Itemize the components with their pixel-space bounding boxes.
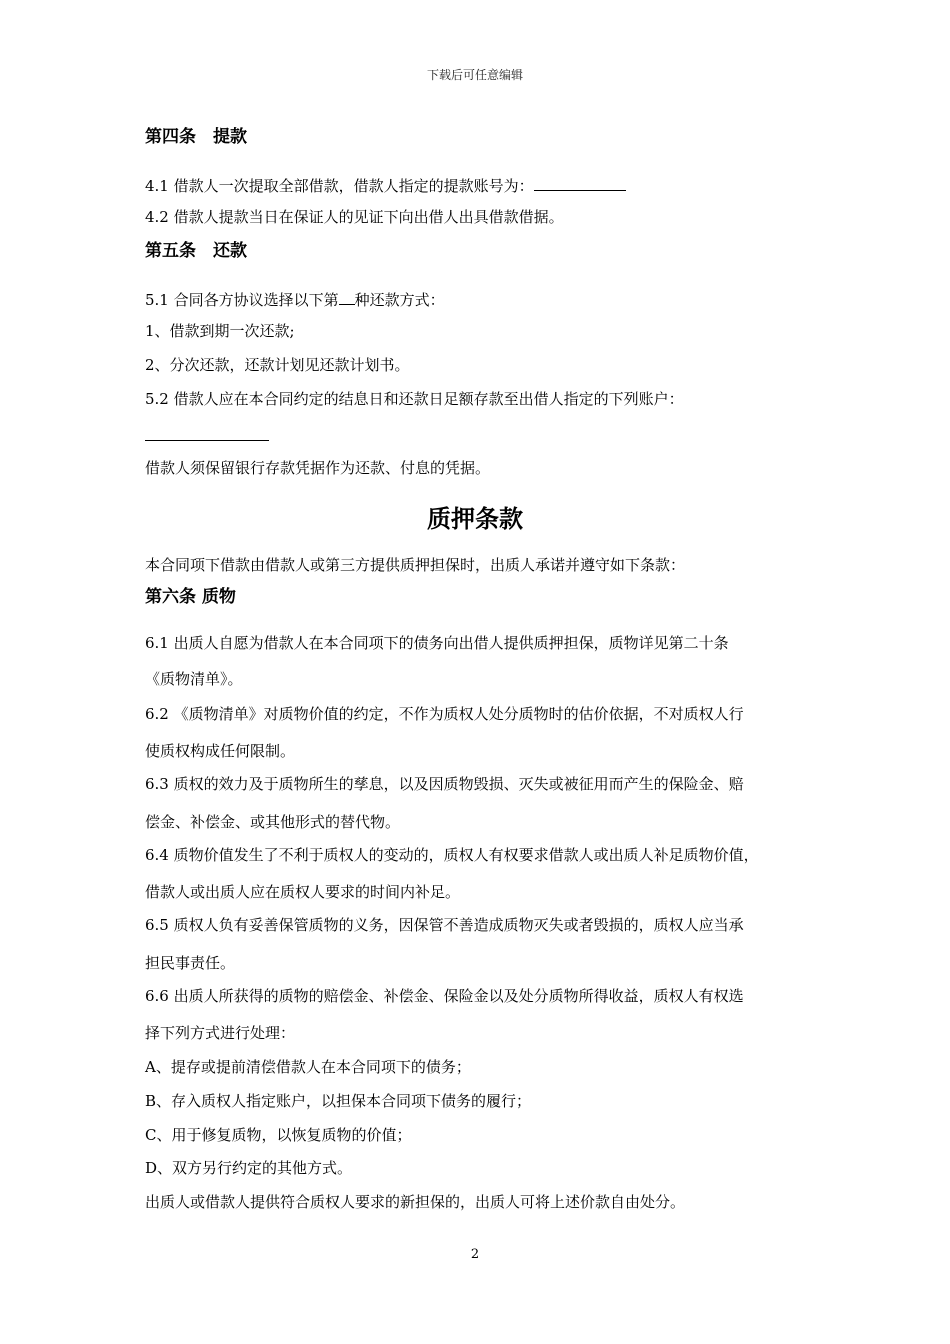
method-number-blank xyxy=(339,288,355,305)
article5-p1-text-a: 5.1 合同各方协议选择以下第 xyxy=(145,291,339,309)
article6-option-d: D、双方另行约定的其他方式。 xyxy=(145,1159,353,1177)
pledge-intro: 本合同项下借款由借款人或第三方提供质押担保时，出质人承诺并遵守如下条款： xyxy=(145,556,686,574)
page-number: 2 xyxy=(470,1247,480,1262)
article5-p1-text-b: 种还款方式： xyxy=(354,291,445,309)
article6-p64-line1: 6.4 质物价值发生了不利于质权人的变动的，质权人有权要求借款人或出质人补足质物价值， xyxy=(145,846,759,864)
article6-option-b: B、存入质权人指定账户，以担保本合同项下债务的履行； xyxy=(145,1092,532,1110)
article5-p1 xyxy=(145,288,445,310)
pledge-title: 质押条款 xyxy=(427,505,523,533)
article5-p2: 5.2 借款人应在本合同约定的结息日和还款日足额存款至出借人指定的下列账户： xyxy=(145,390,684,408)
article6-p66-line1: 6.6 出质人所获得的质物的赔偿金、补偿金、保险金以及处分质物所得收益，质权人有权选 xyxy=(145,987,744,1005)
article4-p2: 4.2 借款人提款当日在保证人的见证下向出借人出具借款借据。 xyxy=(145,208,564,226)
article6-p61-line1: 6.1 出质人自愿为借款人在本合同项下的债务向出借人提供质押担保，质物详见第二十条 xyxy=(145,634,729,652)
article4-p1 xyxy=(145,174,626,196)
article4-p1-text: 4.1 借款人一次提取全部借款，借款人指定的提款账号为： xyxy=(145,177,534,195)
article6-p61-line2: 《质物清单》。 xyxy=(145,670,243,688)
article6-p65-line2: 担民事责任。 xyxy=(145,954,236,972)
article6-p63-line2: 偿金、补偿金、或其他形式的替代物。 xyxy=(145,813,401,831)
account-number-blank xyxy=(534,174,626,191)
article6-closing: 出质人或借款人提供符合质权人要求的新担保的，出质人可将上述价款自由处分。 xyxy=(145,1193,686,1211)
article4-heading: 第四条 提款 xyxy=(145,127,247,147)
article6-p63-line1: 6.3 质权的效力及于质物所生的孳息，以及因质物毁损、灭失或被征用而产生的保险金、赔 xyxy=(145,775,744,793)
article5-p3: 借款人须保留银行存款凭据作为还款、付息的凭据。 xyxy=(145,459,491,477)
article6-p62-line1: 6.2 《质物清单》对质物价值的约定，不作为质权人处分质物时的估价依据，不对质权人行 xyxy=(145,705,744,723)
page-header: 下载后可任意编辑 xyxy=(426,68,523,82)
article6-heading: 第六条 质物 xyxy=(145,587,236,607)
article6-p64-line2: 借款人或出质人应在质权人要求的时间内补足。 xyxy=(145,883,461,901)
article6-p66-line2: 择下列方式进行处理： xyxy=(145,1024,296,1042)
article5-heading: 第五条 还款 xyxy=(145,241,247,261)
article6-p65-line1: 6.5 质权人负有妥善保管质物的义务，因保管不善造成质物灭失或者毁损的，质权人应当承 xyxy=(145,916,744,934)
article5-option1: 1、借款到期一次还款; xyxy=(145,322,295,340)
article6-option-c: C、用于修复质物，以恢复质物的价值； xyxy=(145,1126,412,1144)
repayment-account-blank xyxy=(145,439,269,441)
article6-option-a: A、提存或提前清偿借款人在本合同项下的债务； xyxy=(145,1058,471,1076)
article5-option2: 2、分次还款，还款计划见还款计划书。 xyxy=(145,356,410,374)
article6-p62-line2: 使质权构成任何限制。 xyxy=(145,742,296,760)
